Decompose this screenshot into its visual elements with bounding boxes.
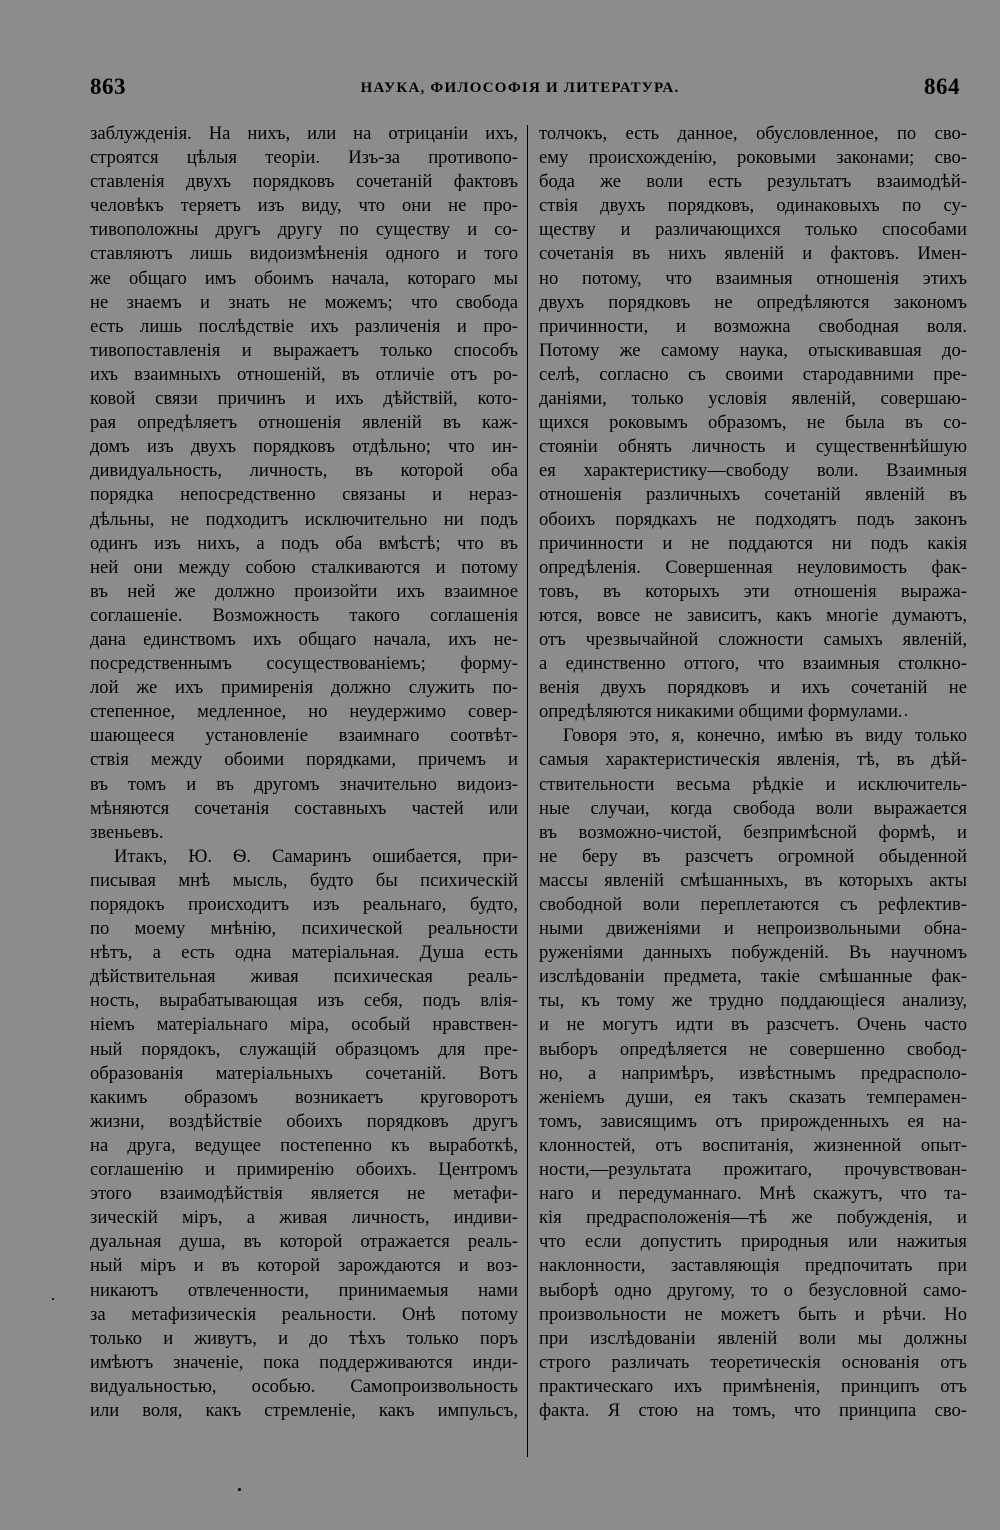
text-line: произвольности не можетъ быть и рѣчи. Но: [539, 1303, 967, 1325]
text-line: самыя характеристическія явленія, тѣ, въ дѣй-: [539, 749, 967, 771]
text-line: ствительности весьма рѣдкіе и исключитель-: [539, 773, 967, 795]
text-line: писывая мнѣ мысль, будто бы психическій: [90, 869, 518, 891]
text-line: массы явленій смѣшанныхъ, въ которыхъ акты: [539, 869, 967, 891]
text-line: дуальная душа, въ которой отражается реаль-: [90, 1231, 518, 1253]
text-line: причинности и не поддаются ни подъ какія: [539, 532, 967, 554]
text-line: опредѣленія. Совершенная неуловимость фак-: [539, 556, 967, 578]
text-line: и не могутъ идти въ разсчетъ. Очень часто: [539, 1014, 967, 1036]
text-line: ный міръ и въ которой зарождаются и воз-: [90, 1255, 518, 1277]
text-line: отношенія различныхъ сочетаній явленій въ: [539, 484, 967, 506]
text-line: дивидуальность, личность, въ которой оба: [90, 460, 518, 482]
text-line: на друга, ведущее постепенно къ выработкѣ,: [90, 1134, 518, 1156]
text-line: въ ней же должно произойти ихъ взаимное: [90, 580, 518, 602]
text-line: степенное, медленное, но неудержимо совер-: [90, 701, 518, 723]
text-line: кія предрасположенія—тѣ же побужденія, и: [539, 1207, 967, 1229]
text-line: ты, къ тому же трудно поддающіеся анализу,: [539, 990, 967, 1012]
text-line: свободной воли переплетаются съ рефлектив-: [539, 894, 967, 915]
text-line: товъ, въ которыхъ эти отношенія выража-: [539, 580, 967, 602]
text-line: ея характеристику—свободу воли. Взаимныя: [539, 460, 967, 482]
text-line: зическій міръ, а живая личность, индиви-: [90, 1207, 518, 1229]
text-line: ными движеніями и непроизвольными обна-: [539, 918, 967, 940]
text-line: сочетанія въ нихъ явленій и фактовъ. Имен-: [539, 243, 967, 265]
text-line: не знаемъ и знать не можемъ; что свобода: [90, 291, 518, 313]
text-line: Потому же самому наука, отыскивавшая до-: [539, 339, 967, 361]
text-line: даніями, только условія явленій, совершаю-: [539, 388, 967, 410]
text-line: толчокъ, есть данное, обусловленное, по сво-: [539, 123, 967, 144]
text-line: заблужденія. На нихъ, или на отрицаніи ихъ,: [90, 123, 518, 144]
text-line: жизни, воздѣйствіе обоихъ порядковъ другъ: [90, 1110, 518, 1132]
text-line: въ томъ и въ другомъ значительно видоиз-: [90, 773, 518, 795]
text-line: какимъ образомъ возникаетъ круговоротъ: [90, 1086, 518, 1108]
right-page-number: 864: [924, 74, 960, 99]
text-line: рая опредѣляетъ отношенія явленій въ каж-: [90, 412, 518, 434]
text-line: клонностей, отъ воспитанія, жизненной опыт-: [539, 1134, 967, 1156]
text-line: ковой связи причинъ и ихъ дѣйствій, кото-: [90, 388, 518, 410]
text-line: наго и передуманнаго. Мнѣ скажутъ, что та-: [539, 1183, 967, 1205]
text-line: ствія между обоими порядками, причемъ и: [90, 749, 518, 771]
text-line: томъ, зависящимъ отъ прирожденныхъ ея на-: [539, 1110, 967, 1132]
text-line: соглашенію и примиренію обоихъ. Центромъ: [90, 1159, 518, 1181]
text-line: выборъ опредѣляется не совершенно свобод-: [539, 1038, 967, 1060]
text-line: ставленія двухъ порядковъ сочетаній фактовъ: [90, 171, 518, 193]
text-line: только и живутъ, и до тѣхъ только поръ: [90, 1327, 518, 1349]
text-line: человѣкъ теряетъ изъ виду, что они не про-: [90, 195, 518, 217]
text-line: есть лишь послѣдствіе ихъ различенія и про-: [90, 315, 518, 337]
text-line: женіемъ души, ея такъ сказать темперамен-: [539, 1086, 967, 1108]
text-line: видуальностью, особью. Самопроизвольность: [90, 1375, 518, 1397]
text-line: никаютъ отвлеченности, принимаемыя нами: [90, 1279, 518, 1301]
text-line: ихъ взаимныхъ отношеній, въ отличіе отъ ро-: [90, 363, 518, 385]
page-header: [0, 0, 1000, 110]
text-line: строго различать теоретическія основанія отъ: [539, 1351, 967, 1373]
text-line: ніемъ матеріальнаго міра, особый нравствен-: [90, 1014, 518, 1036]
text-line: выборѣ одно другому, то о безусловной само-: [539, 1279, 967, 1301]
text-line: одинъ изъ нихъ, а подъ оба вмѣстѣ; что въ: [90, 532, 518, 554]
text-line: мѣняются сочетанія составныхъ частей или: [90, 797, 518, 819]
text-line: ности,—результата прожитаго, прочувствован-: [539, 1159, 967, 1181]
text-line: причинности, и возможна свободная воля.: [539, 315, 967, 337]
text-line: не беру въ разсчетъ огромной обыденной: [539, 845, 967, 867]
text-line: факта. Я стою на томъ, что принципа сво-: [539, 1399, 967, 1421]
text-line: ются, вовсе не зависитъ, какъ многіе думаютъ,: [539, 604, 967, 626]
right-text-column: [539, 122, 967, 1423]
text-line: въ возможно-чистой, безпримѣсной формѣ, и: [539, 821, 967, 843]
text-line: наклонности, заставляющія предпочитать при: [539, 1255, 967, 1277]
text-line: обоихъ порядкахъ не подходятъ подъ законъ: [539, 508, 967, 530]
text-line: порядка непосредственно связаны и нераз-: [90, 484, 518, 506]
text-line: домъ изъ двухъ порядковъ отдѣльно; что ин-: [90, 436, 518, 458]
text-line: ствія двухъ порядковъ, одинаковыхъ по су-: [539, 195, 967, 217]
text-line: лой же ихъ примиренія должно служить по-: [90, 677, 518, 699]
text-line: отъ чрезвычайной сложности самыхъ явленій,: [539, 628, 967, 650]
text-line: нѣтъ, а есть одна матеріальная. Душа есть: [90, 942, 518, 964]
print-speck: [238, 1488, 241, 1491]
text-line: же общаго имъ обоимъ начала, котораго мы: [90, 267, 518, 289]
text-line: или воля, какъ стремленіе, какъ импульсъ,: [90, 1399, 518, 1421]
text-line: Итакъ, Ю. Ѳ. Самаринъ ошибается, при-: [114, 845, 518, 867]
text-line: практическаго ихъ примѣненія, принципъ отъ: [539, 1375, 967, 1397]
text-line: ность, вырабатывающая изъ себя, подъ влія-: [90, 990, 518, 1012]
text-line: руженіями данныхъ побужденій. Въ научномъ: [539, 942, 967, 964]
text-line: ные случаи, когда свобода воли выражается: [539, 797, 967, 819]
text-line: изслѣдованіи предмета, такіе смѣшанные фак-: [539, 966, 967, 988]
text-line: дѣльны, не подходитъ исключительно ни подъ: [90, 508, 518, 530]
text-line: селѣ, согласно съ своими стародавними пре-: [539, 363, 967, 385]
text-line: ней они между собою сталкиваются и потому: [90, 556, 518, 578]
text-line: ему происхожденію, роковыми законами; сво-: [539, 147, 967, 169]
text-line: двухъ порядковъ не опредѣляются закономъ: [539, 291, 967, 313]
text-line: стояніи обнять личность и существеннѣйшую: [539, 436, 967, 458]
text-line: тивопоставленія и выражаетъ только способъ: [90, 339, 518, 361]
text-line: звеньевъ.: [90, 821, 164, 843]
text-line: при изслѣдованіи явленій воли мы должны: [539, 1327, 967, 1349]
text-line: образованія матеріальныхъ сочетаній. Вотъ: [90, 1062, 518, 1084]
text-line: имѣютъ значеніе, пока поддерживаются инди-: [90, 1351, 518, 1373]
text-line: соглашеніе. Возможность такого соглашенія: [90, 604, 518, 626]
text-line: шающееся установленіе взаимнаго соотвѣт-: [90, 725, 518, 747]
text-line: дѣйствительная живая психическая реаль-: [90, 966, 518, 988]
running-title: НАУКА, ФИЛОСОФІЯ И ЛИТЕРАТУРА.: [360, 80, 680, 96]
text-line: этого взаимодѣйствія является не метафи-: [90, 1183, 518, 1205]
print-speck: [52, 1298, 54, 1300]
text-line: венія двухъ порядковъ и ихъ сочетаній не: [539, 677, 967, 699]
column-divider: [527, 125, 528, 1457]
text-line: но потому, что взаимныя отношенія этихъ: [539, 267, 967, 289]
text-line: порядокъ происходитъ изъ реальнаго, будто,: [90, 894, 518, 915]
text-line: щихся роковымъ образомъ, не была въ со-: [539, 412, 967, 434]
print-speck: [905, 714, 907, 716]
text-line: дана единствомъ ихъ общаго начала, ихъ не-: [90, 628, 518, 650]
text-line: Говоря это, я, конечно, имѣю въ виду только: [563, 725, 967, 747]
left-text-column: [90, 122, 518, 1423]
text-line: ставляютъ лишь видоизмѣненія одного и того: [90, 243, 518, 265]
text-line: тивоположны другъ другу по существу и со-: [90, 219, 518, 241]
text-line: опредѣляются никакими общими формулами.: [539, 701, 903, 723]
text-line: ществу и различающихся только способами: [539, 219, 967, 241]
left-page-number: 863: [90, 74, 126, 99]
text-line: ный порядокъ, служащій образцомъ для пре-: [90, 1038, 518, 1060]
text-line: но, а напримѣръ, извѣстнымъ предрасполо-: [539, 1062, 967, 1084]
text-line: за метафизическія реальности. Онѣ потому: [90, 1303, 518, 1325]
text-line: а единственно оттого, что взаимныя столкно-: [539, 653, 967, 675]
text-line: строятся цѣлыя теоріи. Изъ-за противопо-: [90, 147, 518, 169]
text-line: по моему мнѣнію, психической реальности: [90, 918, 518, 940]
text-line: бода же воли есть результатъ взаимодѣй-: [539, 171, 967, 193]
text-line: что если допустить природныя или нажитыя: [539, 1231, 967, 1253]
text-line: посредственнымъ сосуществованіемъ; форму-: [90, 653, 518, 675]
